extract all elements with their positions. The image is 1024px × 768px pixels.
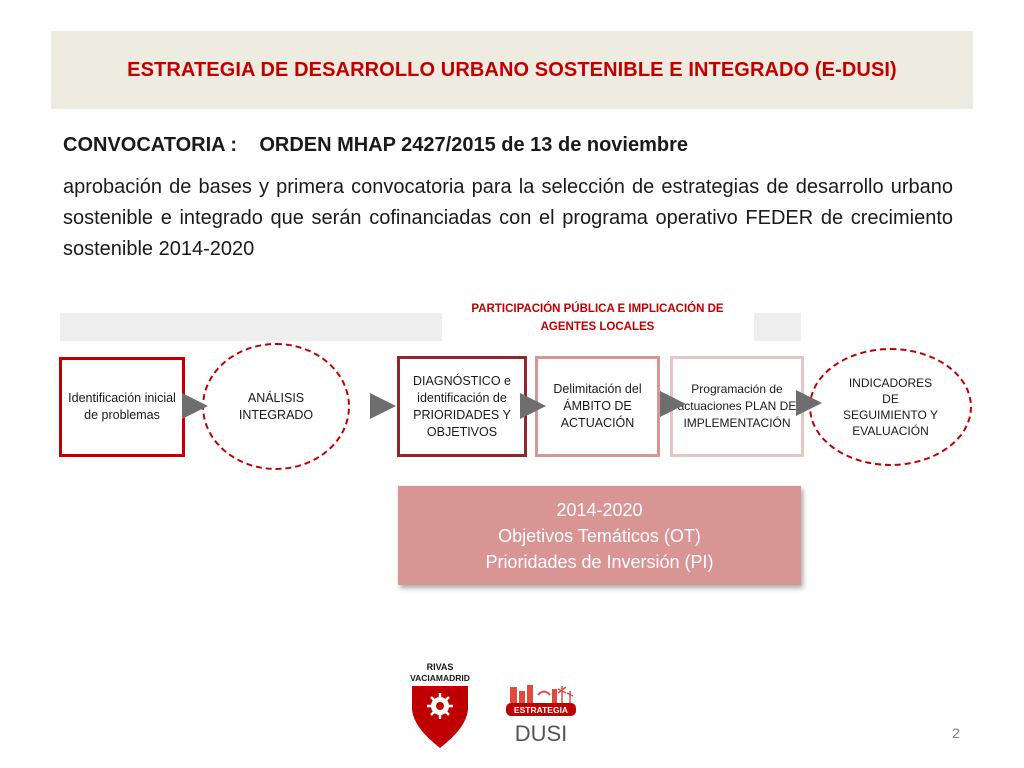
ot-pi-box — [398, 486, 801, 585]
step-indicadores-label: INDICADORES DE SEGUIMIENTO Y EVALUACIÓN — [843, 376, 938, 438]
step-analisis-label: ANÁLISIS INTEGRADO — [238, 390, 314, 422]
step-diagnostico — [397, 356, 527, 457]
arrow-3-icon — [520, 393, 546, 419]
step-delimitacion-label: Delimitación del ÁMBITO DE ACTUACIÓN — [553, 382, 642, 430]
dusi-logo-band-text: ESTRATEGIA — [513, 705, 569, 715]
step-programacion — [670, 356, 804, 457]
convocatoria-value: ORDEN MHAP 2427/2015 de 13 de noviembre — [259, 134, 689, 156]
title-banner — [51, 31, 973, 109]
dusi-logo-text: DUSI — [514, 721, 568, 745]
step-delimitacion — [535, 356, 660, 457]
step-identificacion-label: Identificación inicial de problemas — [68, 391, 176, 422]
description-paragraph: aprobación de bases y primera convocatoria para la selección de estrategias de desarrollo urbano sostenible e integrado que serán cofinanciadas con el programa operativo FEDER de crecimiento sostenible 2014-2020 — [63, 176, 953, 260]
arrow-2-icon — [370, 393, 396, 419]
participation-bar-left — [60, 313, 442, 341]
arrow-1-icon — [182, 393, 208, 419]
rivas-logo-text-1: RIVAS — [426, 662, 454, 672]
page-title: ESTRATEGIA DE DESARROLLO URBANO SOSTENIBLE E INTEGRADO (E-DUSI) — [127, 58, 897, 81]
step-identificacion — [59, 357, 185, 457]
step-programacion-label: Programación de actuaciones PLAN DE IMPLEMENTACIÓN — [677, 382, 797, 430]
convocatoria-line — [63, 134, 688, 157]
participation-label: PARTICIPACIÓN PÚBLICA E IMPLICACIÓN DE AGENTES LOCALES — [471, 303, 724, 333]
ot-objetivos: Objetivos Temáticos (OT) — [498, 525, 701, 546]
ot-period: 2014-2020 — [556, 499, 643, 520]
rivas-logo-text-2: VACIAMADRID — [410, 673, 470, 683]
arrow-4-icon — [660, 391, 686, 417]
convocatoria-label: CONVOCATORIA : — [63, 134, 238, 156]
step-analisis — [202, 343, 350, 470]
participation-bar-right — [754, 313, 801, 341]
rivas-vaciamadrid-logo — [400, 660, 480, 750]
step-diagnostico-label: DIAGNÓSTICO e identificación de PRIORIDADES Y OBJETIVOS — [413, 373, 511, 439]
step-indicadores — [809, 348, 972, 466]
estrategia-dusi-logo — [504, 683, 578, 745]
arrow-5-icon — [796, 390, 822, 416]
ot-prioridades: Prioridades de Inversión (PI) — [485, 551, 714, 572]
page-number: 2 — [952, 725, 960, 741]
